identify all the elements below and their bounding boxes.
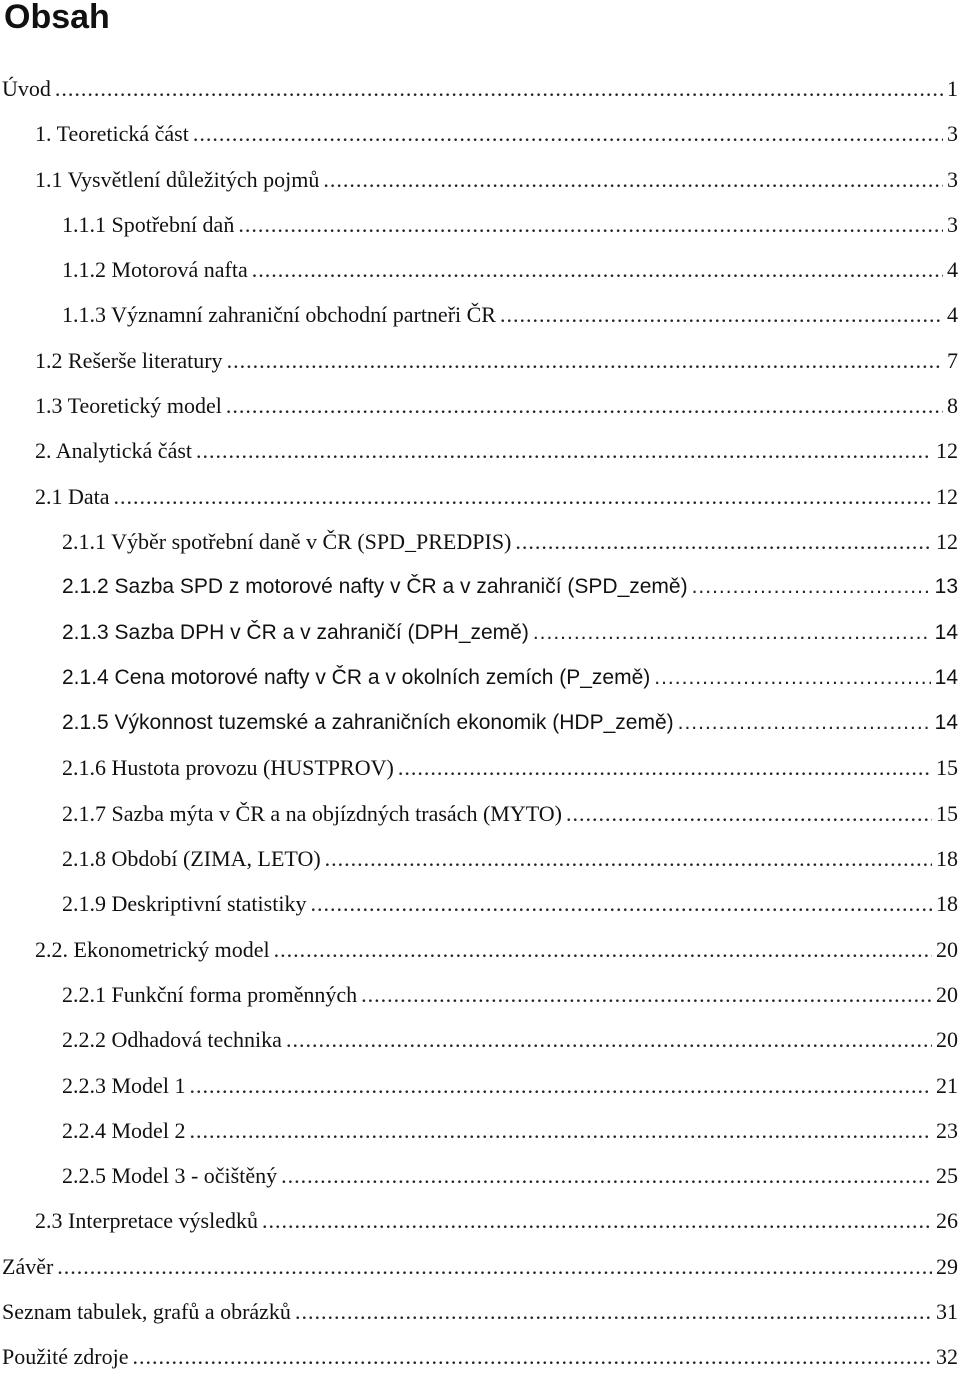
dot-leader: [274, 927, 932, 972]
toc-entry-label[interactable]: 2.1.3 Sazba DPH v ČR a v zahraničí (DPH_země): [62, 620, 529, 644]
toc-entry-label[interactable]: 2.2.4 Model 2: [62, 1117, 186, 1143]
dot-leader: [252, 247, 943, 292]
toc-entry-label[interactable]: 1. Teoretická část: [35, 121, 189, 147]
toc-entry-label[interactable]: 2.2.2 Odhadová technika: [62, 1027, 282, 1053]
toc-entry-page-number[interactable]: 1: [947, 76, 958, 101]
toc-entry-page-number[interactable]: 12: [936, 438, 958, 464]
dot-leader: [533, 610, 931, 655]
toc-entry-page-number[interactable]: 18: [936, 891, 958, 917]
toc-entry-label[interactable]: 2.2. Ekonometrický model: [35, 936, 270, 962]
toc-entry[interactable]: [0, 292, 960, 337]
toc-entry[interactable]: [0, 881, 960, 926]
dot-leader: [654, 655, 930, 700]
toc-entry[interactable]: [0, 1153, 960, 1198]
toc-entry[interactable]: [0, 247, 960, 292]
toc-entry-page-number[interactable]: 12: [936, 528, 958, 554]
toc-entry-label[interactable]: Závěr: [2, 1253, 54, 1279]
toc-entry[interactable]: [0, 428, 960, 473]
toc-entry-page-number[interactable]: 3: [947, 166, 958, 192]
toc-entry-page-number[interactable]: 7: [947, 347, 958, 373]
toc-entry-page-number[interactable]: 14: [934, 711, 958, 735]
dot-leader: [325, 836, 932, 881]
toc-entry[interactable]: [0, 338, 960, 383]
toc-entry-page-number[interactable]: 21: [936, 1072, 958, 1098]
toc-entry[interactable]: [0, 157, 960, 202]
dot-leader: [566, 791, 932, 836]
toc-entry-page-number[interactable]: 23: [936, 1117, 958, 1143]
toc-entry[interactable]: [0, 474, 960, 519]
dot-leader: [262, 1198, 932, 1243]
toc-entry-label[interactable]: 2.1.2 Sazba SPD z motorové nafty v ČR a v zahraničí (SPD_země): [62, 575, 688, 599]
toc-entry-label[interactable]: 1.3 Teoretický model: [35, 393, 222, 419]
toc-entry-label[interactable]: 2.2.1 Funkční forma proměnných: [62, 981, 358, 1007]
dot-leader: [286, 1017, 932, 1062]
toc-entry-page-number[interactable]: 18: [936, 846, 958, 872]
toc-entry-label[interactable]: 1.2 Rešerše literatury: [35, 347, 223, 373]
toc-entry-label[interactable]: 1.1.2 Motorová nafta: [62, 257, 248, 283]
dot-leader: [515, 519, 932, 564]
toc-entry-label[interactable]: 2.1.7 Sazba mýta v ČR a na objízdných trasách (MYTO): [62, 800, 562, 826]
toc-entry-page-number[interactable]: 12: [936, 483, 958, 509]
dot-leader: [132, 1334, 932, 1379]
dot-leader: [189, 1108, 932, 1153]
toc-entry[interactable]: [0, 519, 960, 564]
toc-entry-page-number[interactable]: 20: [936, 936, 958, 962]
toc-entry[interactable]: [0, 1289, 960, 1334]
toc-entry[interactable]: [0, 655, 960, 700]
dot-leader: [500, 292, 943, 337]
toc-entry-page-number[interactable]: 25: [936, 1163, 958, 1189]
toc-entry-page-number[interactable]: 15: [936, 800, 958, 826]
toc-entry[interactable]: [0, 66, 960, 111]
dot-leader: [361, 972, 932, 1017]
dot-leader: [193, 111, 943, 156]
dot-leader: [57, 1244, 932, 1289]
dot-leader: [310, 881, 932, 926]
dot-leader: [226, 383, 943, 428]
dot-leader: [678, 700, 931, 745]
dot-leader: [323, 157, 943, 202]
toc-entry-page-number[interactable]: 15: [936, 755, 958, 781]
toc-entry-page-number[interactable]: 14: [934, 620, 958, 644]
toc-entry-page-number[interactable]: 4: [947, 302, 958, 328]
toc-entry-page-number[interactable]: 29: [936, 1253, 958, 1279]
toc-entry-page-number[interactable]: 20: [936, 981, 958, 1007]
toc-entry-label[interactable]: 2.2.3 Model 1: [62, 1072, 186, 1098]
table-of-contents: [0, 66, 960, 1380]
dot-leader: [238, 202, 943, 247]
toc-entry-label[interactable]: 2.1 Data: [35, 483, 110, 509]
dot-leader: [227, 338, 943, 383]
toc-entry[interactable]: [0, 610, 960, 655]
toc-entry[interactable]: [0, 564, 960, 609]
toc-entry-label[interactable]: 2.3 Interpretace výsledků: [35, 1208, 258, 1234]
toc-entry[interactable]: [0, 836, 960, 881]
toc-entry-label[interactable]: 2.1.5 Výkonnost tuzemské a zahraničních ekonomik (HDP_země): [62, 711, 674, 735]
toc-entry[interactable]: [0, 745, 960, 790]
toc-entry-label[interactable]: 2.2.5 Model 3 - očištěný: [62, 1163, 278, 1189]
toc-entry-label[interactable]: Úvod: [2, 76, 51, 101]
dot-leader: [196, 428, 932, 473]
toc-entry[interactable]: [0, 1244, 960, 1289]
toc-entry-page-number[interactable]: 26: [936, 1208, 958, 1234]
toc-entry-page-number[interactable]: 8: [947, 393, 958, 419]
dot-leader: [55, 66, 943, 111]
toc-entry[interactable]: [0, 1334, 960, 1379]
toc-entry[interactable]: [0, 1198, 960, 1243]
dot-leader: [398, 745, 932, 790]
dot-leader: [692, 564, 931, 609]
toc-entry[interactable]: [0, 927, 960, 972]
toc-entry-page-number[interactable]: 14: [934, 665, 958, 689]
toc-entry-page-number[interactable]: 20: [936, 1027, 958, 1053]
toc-entry-label[interactable]: 2.1.9 Deskriptivní statistiky: [62, 891, 307, 917]
toc-entry[interactable]: [0, 111, 960, 156]
dot-leader: [114, 474, 932, 519]
toc-entry[interactable]: [0, 383, 960, 428]
toc-entry-label[interactable]: 1.1 Vysvětlení důležitých pojmů: [35, 166, 320, 192]
toc-entry-page-number[interactable]: 32: [936, 1344, 958, 1370]
toc-entry-label[interactable]: 1.1.3 Významní zahraniční obchodní partneři ČR: [62, 302, 496, 328]
toc-entry[interactable]: [0, 791, 960, 836]
toc-entry[interactable]: [0, 1108, 960, 1153]
toc-entry-label[interactable]: 2.1.4 Cena motorové nafty v ČR a v okolních zemích (P_země): [62, 665, 651, 689]
toc-entry-label[interactable]: 2.1.6 Hustota provozu (HUSTPROV): [62, 755, 394, 781]
toc-entry[interactable]: [0, 202, 960, 247]
toc-entry-label[interactable]: Použité zdroje: [2, 1344, 129, 1370]
dot-leader: [281, 1153, 932, 1198]
dot-leader: [295, 1289, 932, 1334]
dot-leader: [189, 1063, 932, 1108]
toc-entry[interactable]: [0, 972, 960, 1017]
toc-entry[interactable]: [0, 700, 960, 745]
toc-entry-label[interactable]: Seznam tabulek, grafů a obrázků: [2, 1299, 291, 1325]
toc-entry-label[interactable]: 1.1.1 Spotřební daň: [62, 211, 235, 237]
toc-entry-label[interactable]: 2. Analytická část: [35, 438, 193, 464]
toc-entry[interactable]: [0, 1017, 960, 1062]
toc-entry-page-number[interactable]: 3: [947, 121, 958, 147]
toc-entry-page-number[interactable]: 13: [934, 575, 958, 599]
toc-entry-page-number[interactable]: 4: [947, 257, 958, 283]
page-title: Obsah: [4, 0, 110, 36]
toc-entry-label[interactable]: 2.1.1 Výběr spotřební daně v ČR (SPD_PREDPIS): [62, 528, 512, 554]
toc-entry-page-number[interactable]: 3: [947, 211, 958, 237]
toc-entry-page-number[interactable]: 31: [936, 1299, 958, 1325]
toc-entry[interactable]: [0, 1063, 960, 1108]
toc-entry-label[interactable]: 2.1.8 Období (ZIMA, LETO): [62, 846, 321, 872]
